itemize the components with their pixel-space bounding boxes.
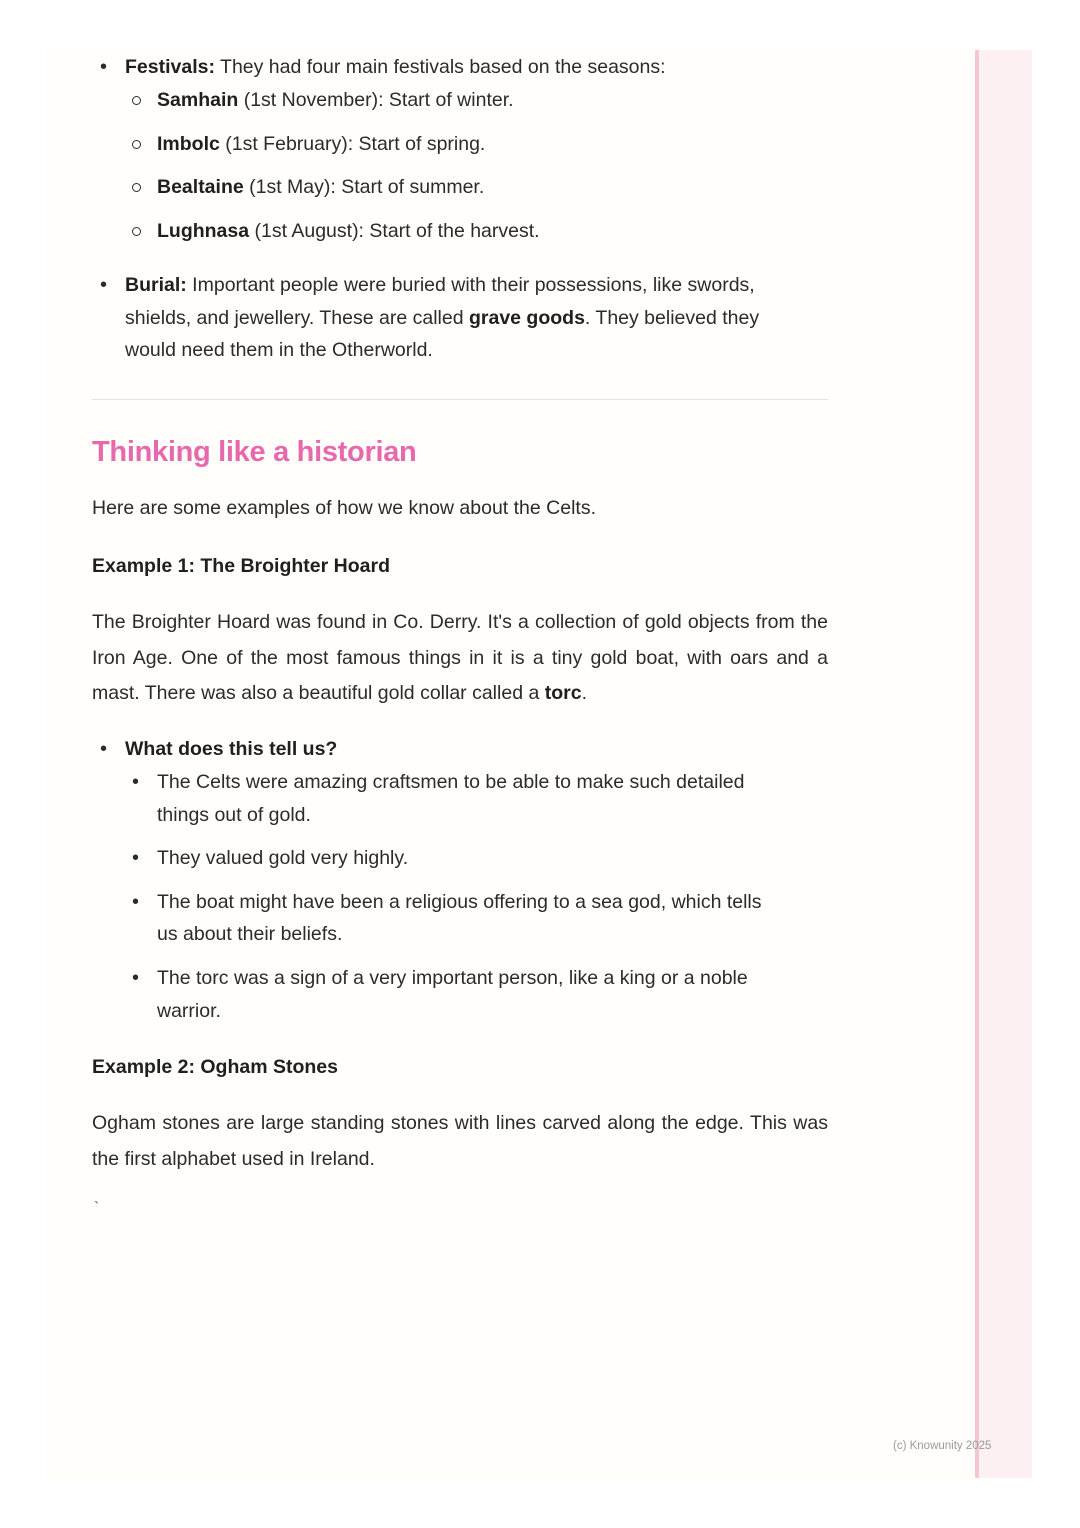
point-line: They valued gold very highly. bbox=[157, 847, 409, 869]
torc-term: torc bbox=[544, 682, 582, 704]
bullet-icon: • bbox=[100, 56, 108, 78]
festival-item bbox=[157, 84, 514, 117]
festival-item bbox=[157, 215, 540, 248]
festival-name: Lughnasa bbox=[157, 220, 250, 242]
section-divider bbox=[92, 399, 828, 400]
festival-desc: (1st February): Start of spring. bbox=[219, 133, 486, 155]
section-intro: Here are some examples of how we know about the Celts. bbox=[92, 497, 597, 519]
circle-bullet-icon bbox=[132, 227, 141, 236]
point-line: The Celts were amazing craftsmen to be able to make such detailed bbox=[157, 771, 745, 793]
burial-text: shields, and jewellery. These are called bbox=[125, 307, 469, 329]
festival-name: Imbolc bbox=[157, 133, 220, 155]
example2-title: Example 2: Ogham Stones bbox=[92, 1056, 338, 1078]
section-heading: Thinking like a historian bbox=[92, 436, 417, 468]
festivals-label: Festivals: bbox=[125, 56, 215, 78]
bullet-icon: • bbox=[132, 967, 140, 989]
example2-paragraph: Ogham stones are large standing stones with lines carved along the edge. This was the first alphabet used in Ireland. bbox=[92, 1112, 828, 1170]
burial-line bbox=[125, 269, 755, 302]
festivals-text: They had four main festivals based on the seasons: bbox=[214, 56, 666, 78]
circle-bullet-icon bbox=[132, 183, 141, 192]
burial-line bbox=[125, 334, 433, 367]
stray-mark: ` bbox=[94, 1200, 100, 1217]
bullet-icon: • bbox=[100, 274, 108, 296]
example1-text: The Broighter Hoard was found in Co. Derry. It's a collection of gold objects from the Iron Age. One of the most famous things in it is a tiny gold boat, with oars and a mast. There was also a beautiful gold collar called a bbox=[92, 611, 828, 704]
festival-desc: (1st November): Start of winter. bbox=[238, 89, 514, 111]
burial-text: would need them in the Otherworld. bbox=[125, 339, 433, 361]
example1-text: . bbox=[581, 682, 587, 704]
footer-copyright: (c) Knowunity 2025 bbox=[893, 1440, 992, 1452]
point-line: us about their beliefs. bbox=[157, 923, 343, 945]
bullet-icon: • bbox=[132, 847, 140, 869]
point-line: The boat might have been a religious offering to a sea god, which tells bbox=[157, 891, 762, 913]
grave-goods-term: grave goods bbox=[468, 307, 585, 329]
question-item bbox=[125, 733, 337, 766]
festival-desc: (1st August): Start of the harvest. bbox=[249, 220, 540, 242]
circle-bullet-icon bbox=[132, 140, 141, 149]
festival-desc: (1st May): Start of summer. bbox=[243, 176, 485, 198]
festivals-item bbox=[125, 51, 666, 84]
festival-item bbox=[157, 171, 484, 204]
margin-band bbox=[976, 50, 1032, 1478]
circle-bullet-icon bbox=[132, 96, 141, 105]
point-line: things out of gold. bbox=[157, 804, 311, 826]
festival-name: Samhain bbox=[157, 89, 239, 111]
burial-text: Important people were buried with their possessions, like swords, bbox=[186, 274, 755, 296]
burial-line bbox=[125, 302, 759, 335]
festival-name: Bealtaine bbox=[157, 176, 244, 198]
example1-paragraph bbox=[92, 605, 828, 712]
burial-text: . They believed they bbox=[584, 307, 760, 329]
bullet-icon: • bbox=[132, 771, 140, 793]
margin-line bbox=[975, 50, 979, 1478]
point-line: The torc was a sign of a very important person, like a king or a noble bbox=[157, 967, 748, 989]
bullet-icon: • bbox=[100, 738, 108, 760]
bullet-icon: • bbox=[132, 891, 140, 913]
burial-label: Burial: bbox=[125, 274, 187, 296]
question-text: What does this tell us? bbox=[125, 738, 338, 760]
point-line: warrior. bbox=[157, 1000, 221, 1022]
example1-title: Example 1: The Broighter Hoard bbox=[92, 555, 390, 577]
festival-item bbox=[157, 128, 485, 161]
